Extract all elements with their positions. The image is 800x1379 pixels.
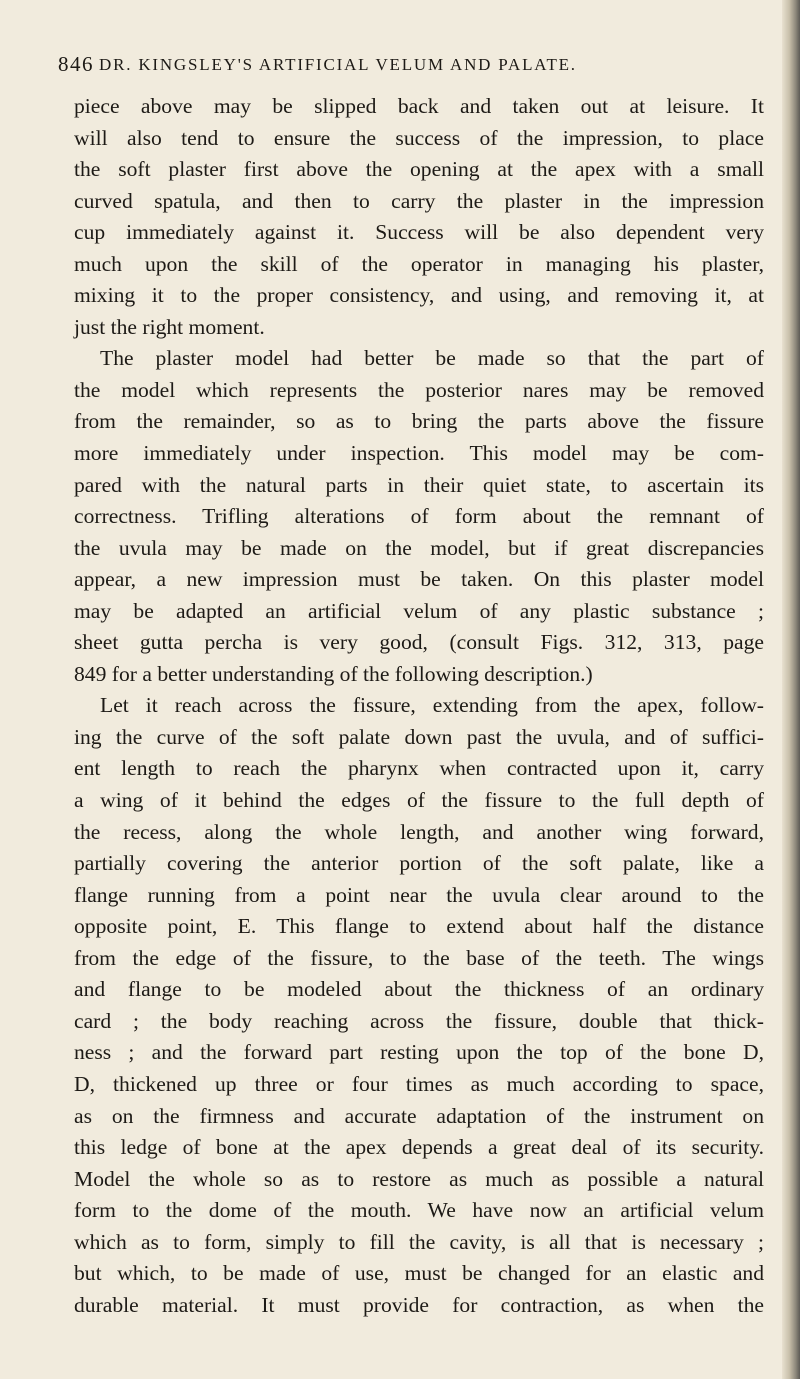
page-edge	[782, 0, 800, 1379]
text-line: much upon the skill of the operator in managing his plaster,	[74, 251, 764, 276]
text-line: ness ; and the forward part resting upon the top of the bone D,	[74, 1040, 764, 1065]
body-text	[74, 91, 764, 1321]
text-line: cup immediately against it. Success will be also dependent very	[74, 220, 764, 245]
text-line: sheet gutta percha is very good, (consult Figs. 312, 313, page	[74, 630, 764, 655]
text-line: but which, to be made of use, must be changed for an elastic and	[74, 1261, 764, 1286]
text-line: the recess, along the whole length, and another wing forward,	[74, 819, 764, 844]
text-line: which as to form, simply to fill the cavity, is all that is necessary ;	[74, 1229, 764, 1254]
text-line: may be adapted an artificial velum of any plastic substance ;	[74, 598, 764, 623]
text-line: curved spatula, and then to carry the plaster in the impression	[74, 188, 764, 213]
text-line: 849 for a better understanding of the following description.)	[74, 661, 593, 686]
text-line: the uvula may be made on the model, but if great discrepancies	[74, 535, 764, 560]
text-line: pared with the natural parts in their quiet state, to ascertain its	[74, 472, 764, 497]
text-line: from the edge of the fissure, to the base of the teeth. The wings	[74, 945, 764, 970]
text-line: from the remainder, so as to bring the parts above the fissure	[74, 409, 764, 434]
text-line: a wing of it behind the edges of the fissure to the full depth of	[74, 788, 764, 813]
text-line: piece above may be slipped back and taken out at leisure. It	[74, 94, 764, 118]
text-line: ing the curve of the soft palate down past the uvula, and of suffici-	[74, 724, 764, 749]
text-line: partially covering the anterior portion of the soft palate, like a	[74, 851, 764, 876]
text-line: just the right moment.	[74, 314, 265, 339]
text-line: form to the dome of the mouth. We have now an artificial velum	[74, 1198, 764, 1223]
paragraph-start-line: Let it reach across the fissure, extending from the apex, follow-	[100, 693, 764, 718]
page-number: 846	[58, 52, 94, 76]
text-line: and flange to be modeled about the thickness of an ordinary	[74, 977, 764, 1002]
text-line: mixing it to the proper consistency, and using, and removing it, at	[74, 283, 764, 308]
paragraph-start-line: The plaster model had better be made so that the part of	[100, 346, 764, 371]
text-line: D, thickened up three or four times as much according to space,	[74, 1071, 764, 1096]
text-line: card ; the body reaching across the fissure, double that thick-	[74, 1008, 764, 1033]
text-line: appear, a new impression must be taken. On this plaster model	[74, 567, 764, 592]
text-line: opposite point, E. This flange to extend about half the distance	[74, 914, 764, 939]
text-line: more immediately under inspection. This model may be com-	[74, 441, 764, 466]
text-line: flange running from a point near the uvula clear around to the	[74, 882, 764, 907]
text-line: the model which represents the posterior nares may be removed	[74, 377, 764, 402]
text-line: durable material. It must provide for contraction, as when the	[74, 1292, 764, 1317]
text-line: the soft plaster first above the opening at the apex with a small	[74, 157, 764, 182]
text-line: ent length to reach the pharynx when contracted upon it, carry	[74, 756, 764, 781]
page-header	[58, 52, 678, 86]
text-line: will also tend to ensure the success of the impression, to place	[74, 125, 764, 150]
text-line: this ledge of bone at the apex depends a great deal of its security.	[74, 1135, 764, 1160]
running-head: DR. KINGSLEY'S ARTIFICIAL VELUM AND PALATE.	[99, 55, 577, 74]
text-line: Model the whole so as to restore as much as possible a natural	[74, 1166, 764, 1191]
text-line: correctness. Trifling alterations of form about the remnant of	[74, 504, 764, 529]
text-line: as on the firmness and accurate adaptation of the instrument on	[74, 1103, 764, 1128]
